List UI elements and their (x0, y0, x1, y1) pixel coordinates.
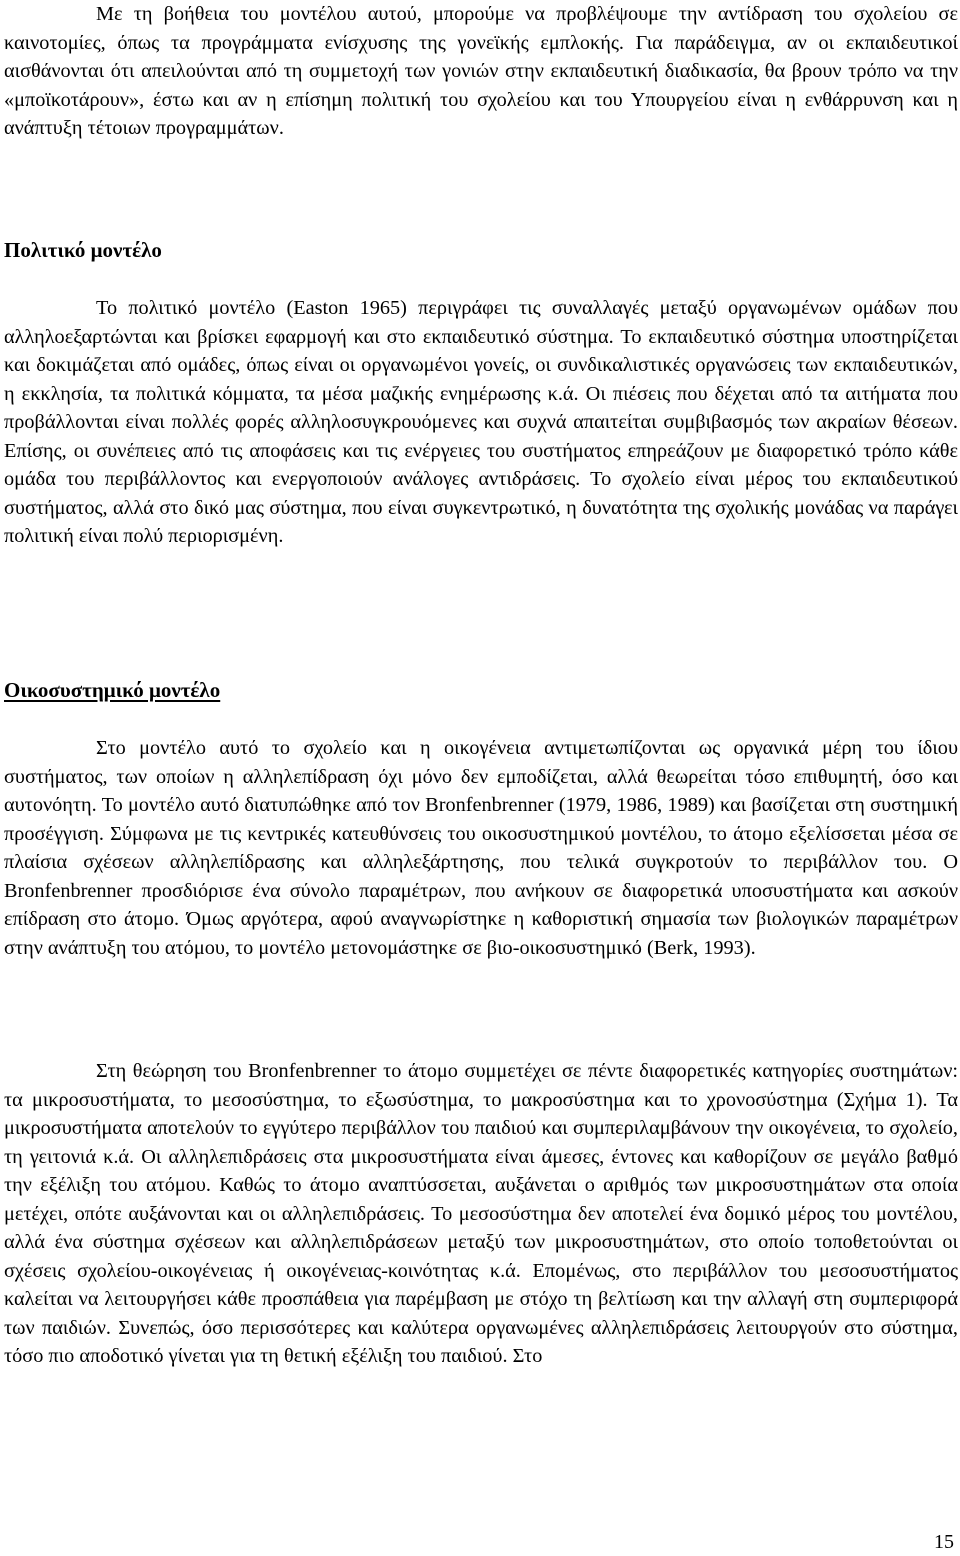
ecosystemic-model-paragraph-2: Στη θεώρηση του Bronfenbrenner το άτομο συμμετέχει σε πέντε διαφορετικές κατηγορίες συστημάτων: τα μικροσυστήματα, το μεσοσύστημα, το εξωσύστημα, το μακροσύστημα και το χρονοσύστημα (Σχήμα 1). Τα μικροσυστήματα αποτελούν το εγγύτερο περιβάλλον του παιδιού και συμπεριλαμβάνουν την οικογένεια, το σχολείο, τη γειτονιά κ.ά. Οι αλληλεπιδράσεις στα μικροσυστήματα είναι άμεσες, έντονες και καθορίζουν σε μεγάλο βαθμό την εξέλιξη του ατόμου. Καθώς το άτομο αναπτύσσεται, αυξάνεται ο αριθμός των μικροσυστημάτων στα οποία μετέχει, οπότε αυξάνονται και οι αλληλεπιδράσεις. Το μεσοσύστημα δεν αποτελεί ένα δομικό μέρος του μοντέλου, αλλά ένα σύστημα σχέσεων και αλληλεπιδράσεων μεταξύ των μικροσυστημάτων, στο οποίο τοποθετούνται οι σχέσεις σχολείου-οικογένειας ή οικογένειας-κοινότητας κ.ά. Επομένως, στο περιβάλλον του μεσοσυστήματος καλείται να λειτουργήσει κάθε προσπάθεια για παρέμβαση με στόχο τη βελτίωση και την αλλαγή στη συμπεριφορά των παιδιών. Συνεπώς, όσο περισσότερες και καλύτερα οργανωμένες αλληλεπιδράσεις λειτουργούν στο σύστημα, τόσο πιο αποδοτικό γίνεται για τη θετική εξέλιξη του παιδιού. Στο (4, 1060, 958, 1367)
ecosystemic-model-heading: Οικοσυστημικό μοντέλο (4, 678, 221, 702)
ecosystemic-model-paragraph-1: Στο μοντέλο αυτό το σχολείο και η οικογένεια αντιμετωπίζονται ως οργανικά μέρη του ίδιου συστήματος, των οποίων η αλληλεπίδραση όχι μόνο δεν εμποδίζεται, αλλά θεωρείται τόσο επιθυμητή, όσο και αυτονόητη. Το μοντέλο αυτό διατυπώθηκε από τον Bronfenbrenner (1979, 1986, 1989) και βασίζεται στη συστημική προσέγγιση. Σύμφωνα με τις κεντρικές κατευθύνσεις του οικοσυστημικού μοντέλου, το άτομο εξελίσσεται μέσα σε πλαίσια σχέσεων αλληλεπίδρασης και αλληλεξάρτησης, που τελικά συγκροτούν το περιβάλλον του. Ο Bronfenbrenner προσδιόρισε ένα σύνολο παραμέτρων, που ανήκουν σε διαφορετικά υποσυστήματα και ασκούν επίδραση στο άτομο. Όμως αργότερα, αφού αναγνωρίστηκε η καθοριστική σημασία των βιολογικών παραμέτρων στην ανάπτυξη του ατόμου, το μοντέλο μετονομάστηκε σε βιο-οικοσυστημικό (Berk, 1993). (4, 737, 958, 959)
political-model-paragraph: Το πολιτικό μοντέλο (Easton 1965) περιγράφει τις συναλλαγές μεταξύ οργανωμένων ομάδων που αλληλοεξαρτώνται και βρίσκει εφαρμογή και στο εκπαιδευτικό σύστημα. Το εκπαιδευτικό σύστημα υποστηρίζεται και δοκιμάζεται από ομάδες, όπως είναι οι οργανωμένοι γονείς, οι συνδικαλιστικές οργανώσεις των εκπαιδευτικών, η εκκλησία, τα πολιτικά κόμματα, τα μέσα μαζικής ενημέρωσης κ.ά. Οι πιέσεις που δέχεται από τα αιτήματα που προβάλλονται είναι πολλές φορές αλληλοσυγκρουόμενες και συχνά απαιτείται συμβιβασμός των ακραίων θέσεων. Επίσης, οι συνέπειες από τις αποφάσεις και τις ενέργειες του συστήματος επηρεάζουν με διαφορετικό τρόπο κάθε ομάδα του περιβάλλοντος και ενεργοποιούν ανάλογες αντιδράσεις. Το σχολείο είναι μέρος του εκπαιδευτικού συστήματος, αλλά στο δικό μας σύστημα, που είναι συγκεντρωτικό, η δυνατότητα της σχολικής μονάδας να παράγει πολιτική είναι πολύ περιορισμένη. (4, 297, 958, 547)
political-model-heading: Πολιτικό μοντέλο (4, 238, 162, 262)
page-number: 15 (934, 1531, 954, 1553)
intro-paragraph: Με τη βοήθεια του μοντέλου αυτού, μπορούμε να προβλέψουμε την αντίδραση του σχολείου σε καινοτομίες, όπως τα προγράμματα ενίσχυσης της γονεϊκής εμπλοκής. Για παράδειγμα, αν οι εκπαιδευτικοί αισθάνονται ότι απειλούνται από τη συμμετοχή των γονιών στην εκπαιδευτική διαδικασία, θα βρουν τρόπο να την «μποϊκοτάρουν», έστω και αν η επίσημη πολιτική του σχολείου και του Υπουργείου είναι η ενθάρρυνση και η ανάπτυξη τέτοιων προγραμμάτων. (4, 3, 958, 139)
